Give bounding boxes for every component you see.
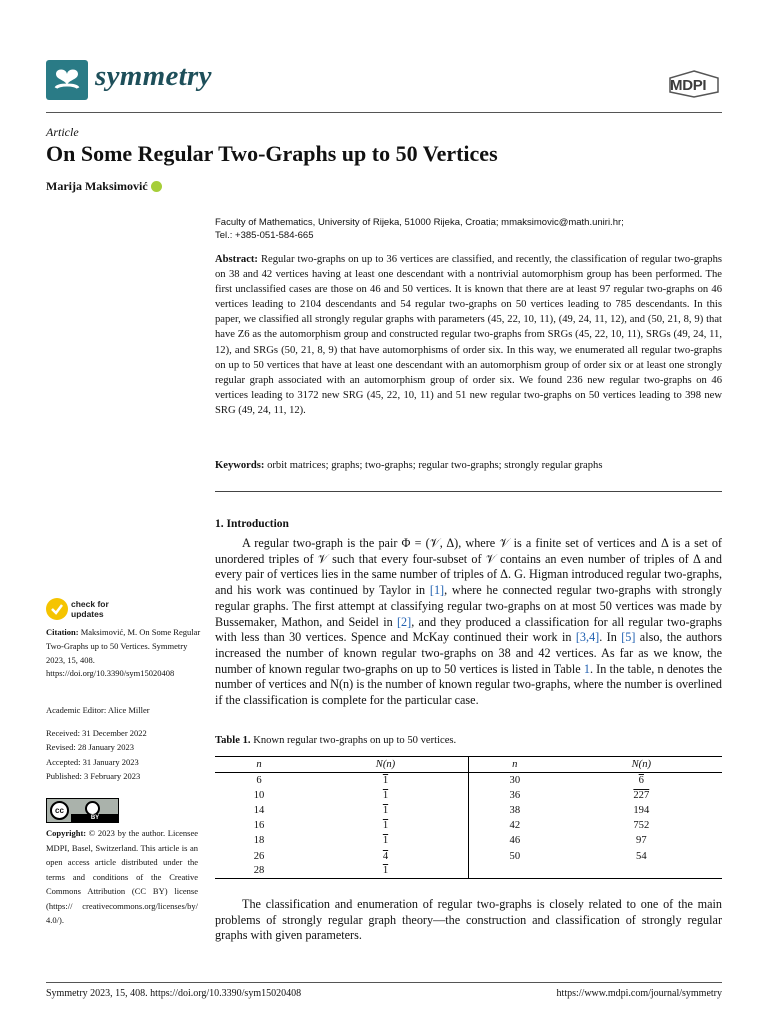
citation-link[interactable]: [1] xyxy=(429,583,445,598)
publisher-name[interactable]: MDPI xyxy=(670,77,707,94)
table-link[interactable]: 1 xyxy=(583,661,590,676)
citation-label: Citation: xyxy=(46,627,79,637)
cc-icon: cc xyxy=(50,801,69,820)
column-header: N(n) xyxy=(303,757,468,773)
table-cell: 6 xyxy=(256,774,262,786)
table-row xyxy=(215,864,722,879)
table-cell: 752 xyxy=(633,820,650,832)
table-cell: 26 xyxy=(253,850,265,862)
column-header: n xyxy=(215,757,303,773)
intro-text-3: , and they produced a classification for all regular two-graphs with less than 30 vertices. Spence and McKay continued their work in xyxy=(215,614,722,645)
revised-date: Revised: 28 January 2023 xyxy=(46,742,135,752)
table-caption xyxy=(215,735,456,746)
column-header: n xyxy=(468,757,560,773)
citation-link[interactable]: [3,4] xyxy=(575,630,600,645)
check-updates-label-1: check for xyxy=(71,599,109,609)
table-cell: 30 xyxy=(509,774,521,786)
table-cell: 1 xyxy=(303,788,468,803)
footer-journal-url[interactable]: https://www.mdpi.com/journal/symmetry xyxy=(556,988,722,999)
table-cell: 1 xyxy=(303,833,468,848)
table-cell xyxy=(561,864,722,879)
table-row xyxy=(215,803,722,818)
table-cell: 16 xyxy=(253,820,265,832)
table-row xyxy=(215,773,722,788)
accepted-date: Accepted: 31 January 2023 xyxy=(46,757,139,767)
author-name[interactable]: Marija Maksimović xyxy=(46,179,148,193)
cc-by-license-badge[interactable] xyxy=(46,798,119,823)
table-cell: 97 xyxy=(636,835,647,847)
table-row xyxy=(215,788,722,803)
abstract-text: Regular two-graphs on up to 36 vertices are classified, and recently, the classification of regular two-graphs on 38 and 42 vertices having at least one descendant with a nontrivial automorphism group has been performed. The first unclassified cases are those on 46 and 50 vertices. It is known that there are at least 97 regular two-graphs on 46 vertices leading to 2104 descendants and 54 regular two-graphs on 50 vertices leading to 785 descendants. In this paper, we classified all strongly regular graphs with parameters (45, 22, 10, 11), (49, 24, 11, 12), and (50, 21, 8, 9) that have Z6 as the automorphism group and constructed regular two-graphs from SRGs (45, 22, 10, 11), SRGs (49, 24, 11, 12), and SRGs (50, 21, 8, 9) that have automorphisms of order six. In this way, we enumerated all regular two-graphs on up to 50 vertices that have at least one descendant with an automorphism group of order six or at least one strongly regular graph associated with an automorphism group of order six. We found 236 new regular two-graphs on 46 vertices leading to 3172 new SRG (45, 22, 10, 11) and 51 new regular two-graphs on 50 vertices leading to 398 new SRG (49, 24, 11, 12). xyxy=(215,254,722,416)
table-cell: 227 xyxy=(633,789,650,801)
intro-text-4: . In xyxy=(599,630,622,645)
body-paragraph: The classification and enumeration of regular two-graphs is closely related to one of the main problems of strongly regular graph theory—the construction and classification of strongly regular graphs with given parameters. xyxy=(215,897,722,943)
table-cell: 42 xyxy=(509,820,521,832)
table-cell: 1 xyxy=(303,818,468,833)
keywords-label: Keywords: xyxy=(215,460,265,471)
citation-text[interactable]: Maksimović, M. On Some Regular Two-Graphs up to 50 Vertices. Symmetry 2023, 15, 408. https://doi.org/10.3390/sym15020408 xyxy=(46,627,201,679)
affiliation-text: Faculty of Mathematics, University of Rijeka, 51000 Rijeka, Croatia; mmaksimovic@math.uniri.hr; xyxy=(215,217,624,228)
regular-two-graphs-table xyxy=(215,756,722,879)
article-title: On Some Regular Two-Graphs up to 50 Vertices xyxy=(46,141,498,166)
footer-divider xyxy=(46,982,722,983)
copyright-text: © 2023 by the author. Licensee MDPI, Basel, Switzerland. This article is an open access article distributed under the terms and conditions of the Creative Commons Attribution (CC BY) license (https:// creativecommons.org/licenses/by/ 4.0/). xyxy=(46,828,198,925)
telephone: Tel.: +385-051-584-665 xyxy=(215,230,314,241)
table-cell: 38 xyxy=(509,804,521,816)
check-updates-icon xyxy=(46,598,68,620)
intro-text-5: also, the authors increased the number of known regular two-graphs on 38 and 42 vertices. As far as we know, the number of known regular two-graphs on up to 50 vertices is listed in Table xyxy=(215,630,723,676)
table-header-row xyxy=(215,757,722,773)
affiliation xyxy=(215,216,725,242)
published-date: Published: 3 February 2023 xyxy=(46,771,141,781)
abstract xyxy=(215,252,722,418)
intro-text-2: , where he connected regular two-graphs with strongly regular graphs. The first attempt at classifying regular two-graphs on at most 50 vertices was made by Bussemaker, Mathon, and Seidel in xyxy=(215,583,722,629)
citation-block xyxy=(46,626,204,681)
abstract-label: Abstract: xyxy=(215,254,258,265)
copyright-label: Copyright: xyxy=(46,828,87,838)
citation-link[interactable]: [5] xyxy=(621,630,636,645)
table-cell: 36 xyxy=(509,789,521,801)
table-cell: 1 xyxy=(303,803,468,818)
table-cell: 194 xyxy=(633,804,650,816)
received-date: Received: 31 December 2022 xyxy=(46,728,147,738)
keywords xyxy=(215,458,722,473)
intro-text-1: A regular two-graph is the pair Φ = (𝒱, Δ), where 𝒱 is a finite set of vertices and Δ is a set of unordered triples of 𝒱 such that every four-subset of 𝒱 contains an even number of triples of Δ and every pair of vertices lies in the same number of triples of Δ. G. Higman introduced regular two-graphs, and his work was continued by Taylor in xyxy=(215,536,722,598)
table-cell: 50 xyxy=(509,850,521,862)
check-for-updates-button[interactable] xyxy=(46,598,126,622)
table-caption-text: Known regular two-graphs on up to 50 vertices. xyxy=(253,735,457,746)
author-line xyxy=(46,179,162,194)
intro-paragraph xyxy=(215,536,722,709)
citation-link[interactable]: [2] xyxy=(396,614,412,629)
table-caption-label: Table 1. xyxy=(215,735,251,746)
table-cell: 10 xyxy=(253,789,265,801)
by-label: BY xyxy=(71,814,119,822)
table-cell: 14 xyxy=(253,804,265,816)
table-cell: 6 xyxy=(638,774,644,786)
intro-text-6: . In the table, n denotes the number of vertices and N(n) is the number of known regular two-graphs, where the number is overlined if the classification is complete for the particular case. xyxy=(215,661,722,708)
table-cell xyxy=(468,864,560,879)
journal-logo-icon xyxy=(46,60,88,100)
orcid-icon[interactable] xyxy=(151,181,162,192)
table-cell: 54 xyxy=(636,850,647,862)
abstract-divider xyxy=(215,491,722,492)
table-cell: 1 xyxy=(303,773,468,788)
academic-editor: Academic Editor: Alice Miller xyxy=(46,705,150,715)
copyright-block xyxy=(46,826,198,928)
table-row xyxy=(215,848,722,863)
table-cell: 1 xyxy=(303,864,468,879)
table-cell: 18 xyxy=(253,835,265,847)
keywords-text: orbit matrices; graphs; two-graphs; regular two-graphs; strongly regular graphs xyxy=(267,460,603,471)
footer-citation[interactable]: Symmetry 2023, 15, 408. https://doi.org/10.3390/sym15020408 xyxy=(46,988,302,999)
section-heading: 1. Introduction xyxy=(215,518,289,530)
table-cell: 46 xyxy=(509,835,521,847)
table-cell: 28 xyxy=(215,864,303,879)
journal-name[interactable]: symmetry xyxy=(95,60,212,92)
header-divider xyxy=(46,112,722,113)
table-row xyxy=(215,818,722,833)
column-header: N(n) xyxy=(561,757,722,773)
table-cell: 4 xyxy=(303,848,468,863)
table-row xyxy=(215,833,722,848)
check-updates-label-2: updates xyxy=(71,609,104,619)
article-type: Article xyxy=(46,125,79,139)
